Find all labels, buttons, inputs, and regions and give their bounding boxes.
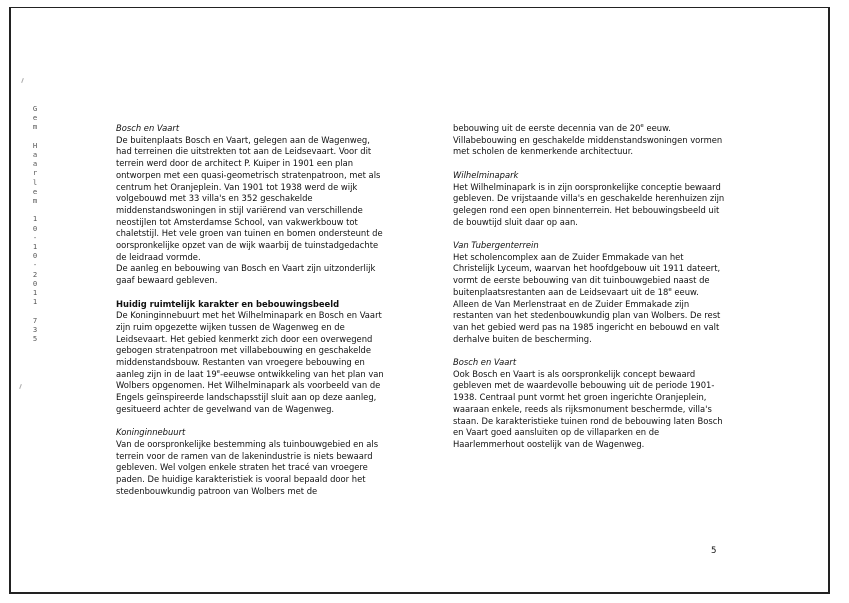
section-heading-bold: Huidig ruimtelijk karakter en bebouwingsbeeld <box>116 298 340 309</box>
stamp-char: l <box>32 177 38 187</box>
superscript: e <box>668 287 672 294</box>
stamp-char: 2 <box>32 269 38 279</box>
stamp-char: a <box>32 150 38 160</box>
stamp-char: 1 <box>32 214 38 224</box>
paragraph-gap <box>453 345 725 357</box>
stamp-char: e <box>32 113 38 123</box>
section-heading: Wilhelminapark <box>453 169 519 180</box>
paragraph <box>453 123 725 158</box>
stamp-char: m <box>32 196 38 206</box>
paragraph: De aanleg en bebouwing van Bosch en Vaart zijn uitzonderlijk gaaf bewaard gebleven. <box>116 263 376 286</box>
stamp-char: a <box>32 159 38 169</box>
stamp-char: 0 <box>32 278 38 288</box>
stamp-char: 0 <box>32 251 38 261</box>
paragraph-text: -eeuwse ontwikkeling van het plan van Wolbers opgenomen. Het Wilhelminapark als voorbeeld van de Engels geïnspireerde landschapsstijl sluit aan op deze aanleg, gesitueerd achter de gevelwand van de Wagenweg. <box>116 368 384 414</box>
paragraph: De buitenplaats Bosch en Vaart, gelegen aan de Wagenweg, had terreinen die uitstrekten tot aan de Leidsevaart. Voor dit terrein werd door de architect P. Kuiper in 1901 een plan ontworpen met een quasi-geometrisch stratenpatroon, met als centrum het Oranjeplein. Van 1901 tot 1938 werd de wijk volgebouwd met 33 villa's en 352 geschakelde middenstandswoningen in stijl variërend van verschillende neostijlen tot Amsterdamse School, van vakwerkbouw tot chaletstijl. Het vele groen van tuinen en bomen ondersteunt de oorspronkelijke opzet van de wijk waarbij de tuinstadgedachte de leidraad vormde. <box>116 134 383 262</box>
stamp-char <box>30 205 40 214</box>
paragraph-gap <box>453 158 725 170</box>
stamp-char: G <box>32 104 38 113</box>
stamp-char: e <box>32 186 38 196</box>
paragraph <box>453 252 725 346</box>
section-heading: Van Tubergenterrein <box>453 240 539 250</box>
paragraph: Ook Bosch en Vaart is als oorspronkelijk concept bewaard gebleven met de waardevolle bebouwing uit de periode 1901-1938. Centraal punt vormt het groen ingerichte Oranjeplein, waaraan enkele, reeds als rijksmonument beschermde, villa's staan. De karakteristieke tuinen rond de bebouwing laten Bosch en Vaart goed aansluiten op de villaparken en de Haarlemmerhout oostelijk van de Wagenweg. <box>453 368 723 449</box>
stamp-char: H <box>32 140 38 150</box>
archive-stamp <box>30 104 40 343</box>
stamp-char: 3 <box>32 324 38 334</box>
page-number: 5 <box>711 546 717 556</box>
paragraph <box>116 310 388 415</box>
paragraph-gap <box>453 228 725 240</box>
stamp-char: 1 <box>32 288 38 298</box>
stamp-char: 0 <box>32 223 38 233</box>
stamp-char: - <box>32 232 38 242</box>
stamp-char: r <box>32 168 38 178</box>
stamp-char: 7 <box>32 315 38 325</box>
superscript: e <box>216 368 221 375</box>
paragraph-text: De Koninginnebuurt met het Wilhelminapark en Bosch en Vaart zijn ruim opgezette wijken tussen de Wagenweg en de Leidsevaart. Het gebied kenmerkt zich door een overwegend gebogen stratenpatroon met villabebouwing en geschakelde middenstandsbouw. Restanten van vroegere bebouwing en aanleg zijn in de laat 19 <box>116 310 382 379</box>
stamp-char <box>30 306 40 315</box>
paragraph-gap <box>116 287 388 299</box>
paragraph-text: bebouwing uit de eerste decennia van de 20 <box>453 123 641 133</box>
paragraph: Van de oorspronkelijke bestemming als tuinbouwgebied en als terrein voor de ramen van de lakenindustrie is niets bewaard gebleven. Wel volgen enkele straten het tracé van vroegere paden. De huidige karakteristiek is vooral bepaald door het stedenbouwkundig patroon van Wolbers met de <box>116 438 379 496</box>
section-heading: Bosch en Vaart <box>116 123 180 133</box>
stamp-char: 1 <box>32 297 38 307</box>
stamp-char <box>30 132 40 141</box>
paragraph-gap <box>116 416 388 428</box>
right-column <box>453 123 725 451</box>
section-heading: Koninginnebuurt <box>116 427 186 438</box>
paragraph-text: eeuw. Villabebouwing en geschakelde middenstandswoningen vormen met scholen de kenmerkende architectuur. <box>453 123 723 157</box>
paragraph-text: eeuw. Alleen de Van Merlenstraat en de Zuider Emmakade zijn restanten van het stedenbouwkundig plan van Wolbers. De rest van het gebied werd pas na 1985 ingericht en bebouwd en valt derhalve buiten de bescherming. <box>453 286 721 344</box>
paragraph: Het Wilhelminapark is in zijn oorspronkelijke conceptie bewaard gebleven. De vrijstaande villa's en geschakelde herenhuizen zijn gelegen rond een open binnenterrein. Het bebouwingsbeeld uit de bouwtijd sluit daar op aan. <box>453 181 725 227</box>
section-heading: Bosch en Vaart <box>453 357 517 368</box>
stamp-char: 5 <box>32 334 38 344</box>
left-column <box>116 123 388 497</box>
paragraph-text: Het scholencomplex aan de Zuider Emmakade van het Christelijk Lyceum, waarvan het hoofdgebouw uit 1911 dateert, vormt de eerste bebouwing van dit tuinbouwgebied naast de buitenplaatsrestanten aan de Leidsevaart uit de 18 <box>453 251 721 297</box>
superscript: e <box>640 123 644 130</box>
stamp-char: m <box>32 122 38 132</box>
stamp-char: 1 <box>32 242 38 252</box>
stamp-char: - <box>32 260 38 270</box>
